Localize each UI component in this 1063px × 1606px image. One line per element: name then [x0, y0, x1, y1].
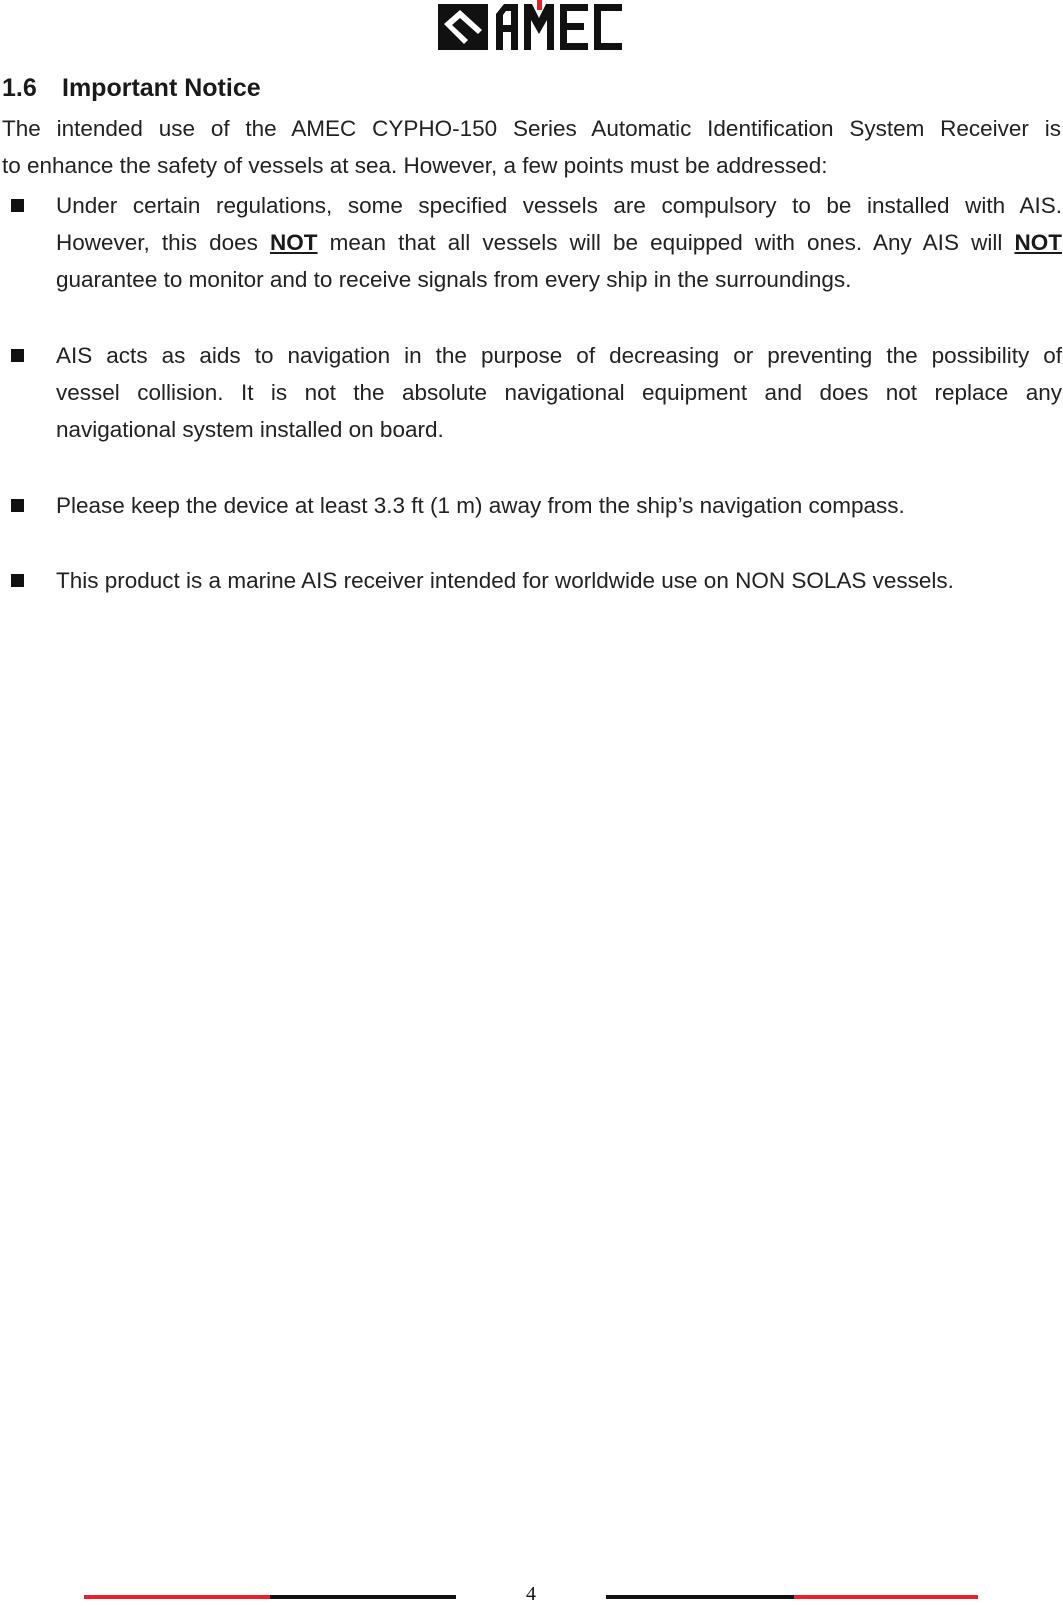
footer-rule-black-right	[606, 1595, 794, 1599]
amec-logo	[438, 0, 628, 54]
section-heading	[2, 74, 261, 103]
square-bullet-icon	[11, 349, 24, 362]
square-bullet-icon	[11, 199, 24, 212]
notice-line: navigational system installed on board.	[56, 417, 444, 442]
notice-line: guarantee to monitor and to receive signals from every ship in the surroundings.	[56, 267, 852, 292]
notice-line: Under certain regulations, some specified vessels are compulsory to be installed with AIS.	[56, 193, 1062, 218]
intro-line-1: The intended use of the AMEC CYPHO-150 Series Automatic Identification System Receiver is	[2, 116, 1061, 141]
notice-item-text	[56, 562, 1062, 599]
notice-line: AIS acts as aids to navigation in the purpose of decreasing or preventing the possibility of	[56, 343, 1062, 368]
amec-emblem-icon	[438, 4, 488, 50]
intro-line-2: to enhance the safety of vessels at sea. However, a few points must be addressed:	[2, 153, 828, 178]
notice-line: Please keep the device at least 3.3 ft (1 m) away from the ship’s navigation compass.	[56, 493, 905, 518]
section-title: Important Notice	[62, 74, 261, 102]
notice-line	[56, 224, 1062, 261]
square-bullet-icon	[11, 574, 24, 587]
notice-item-text	[56, 487, 1062, 524]
notice-line: This product is a marine AIS receiver intended for worldwide use on NON SOLAS vessels.	[56, 568, 954, 593]
notice-item-text	[56, 187, 1062, 298]
notice-text-segment: mean that all vessels will be equipped with ones. Any AIS will	[317, 230, 1015, 255]
notice-item-text	[56, 337, 1062, 448]
notice-line: vessel collision. It is not the absolute navigational equipment and does not replace any	[56, 380, 1062, 405]
intro-paragraph	[2, 110, 1061, 184]
section-number: 1.6	[2, 74, 37, 102]
notice-text-segment: However, this does	[56, 230, 271, 255]
emphasis-not: NOT	[270, 230, 318, 255]
footer-rule-red-right	[794, 1595, 978, 1599]
footer-rule-red-left	[84, 1595, 270, 1599]
square-bullet-icon	[11, 499, 24, 512]
amec-wordmark	[496, 0, 622, 50]
emphasis-not: NOT	[1014, 230, 1062, 255]
footer-rule-black-left	[270, 1595, 456, 1599]
page-number: 4	[526, 1583, 536, 1605]
